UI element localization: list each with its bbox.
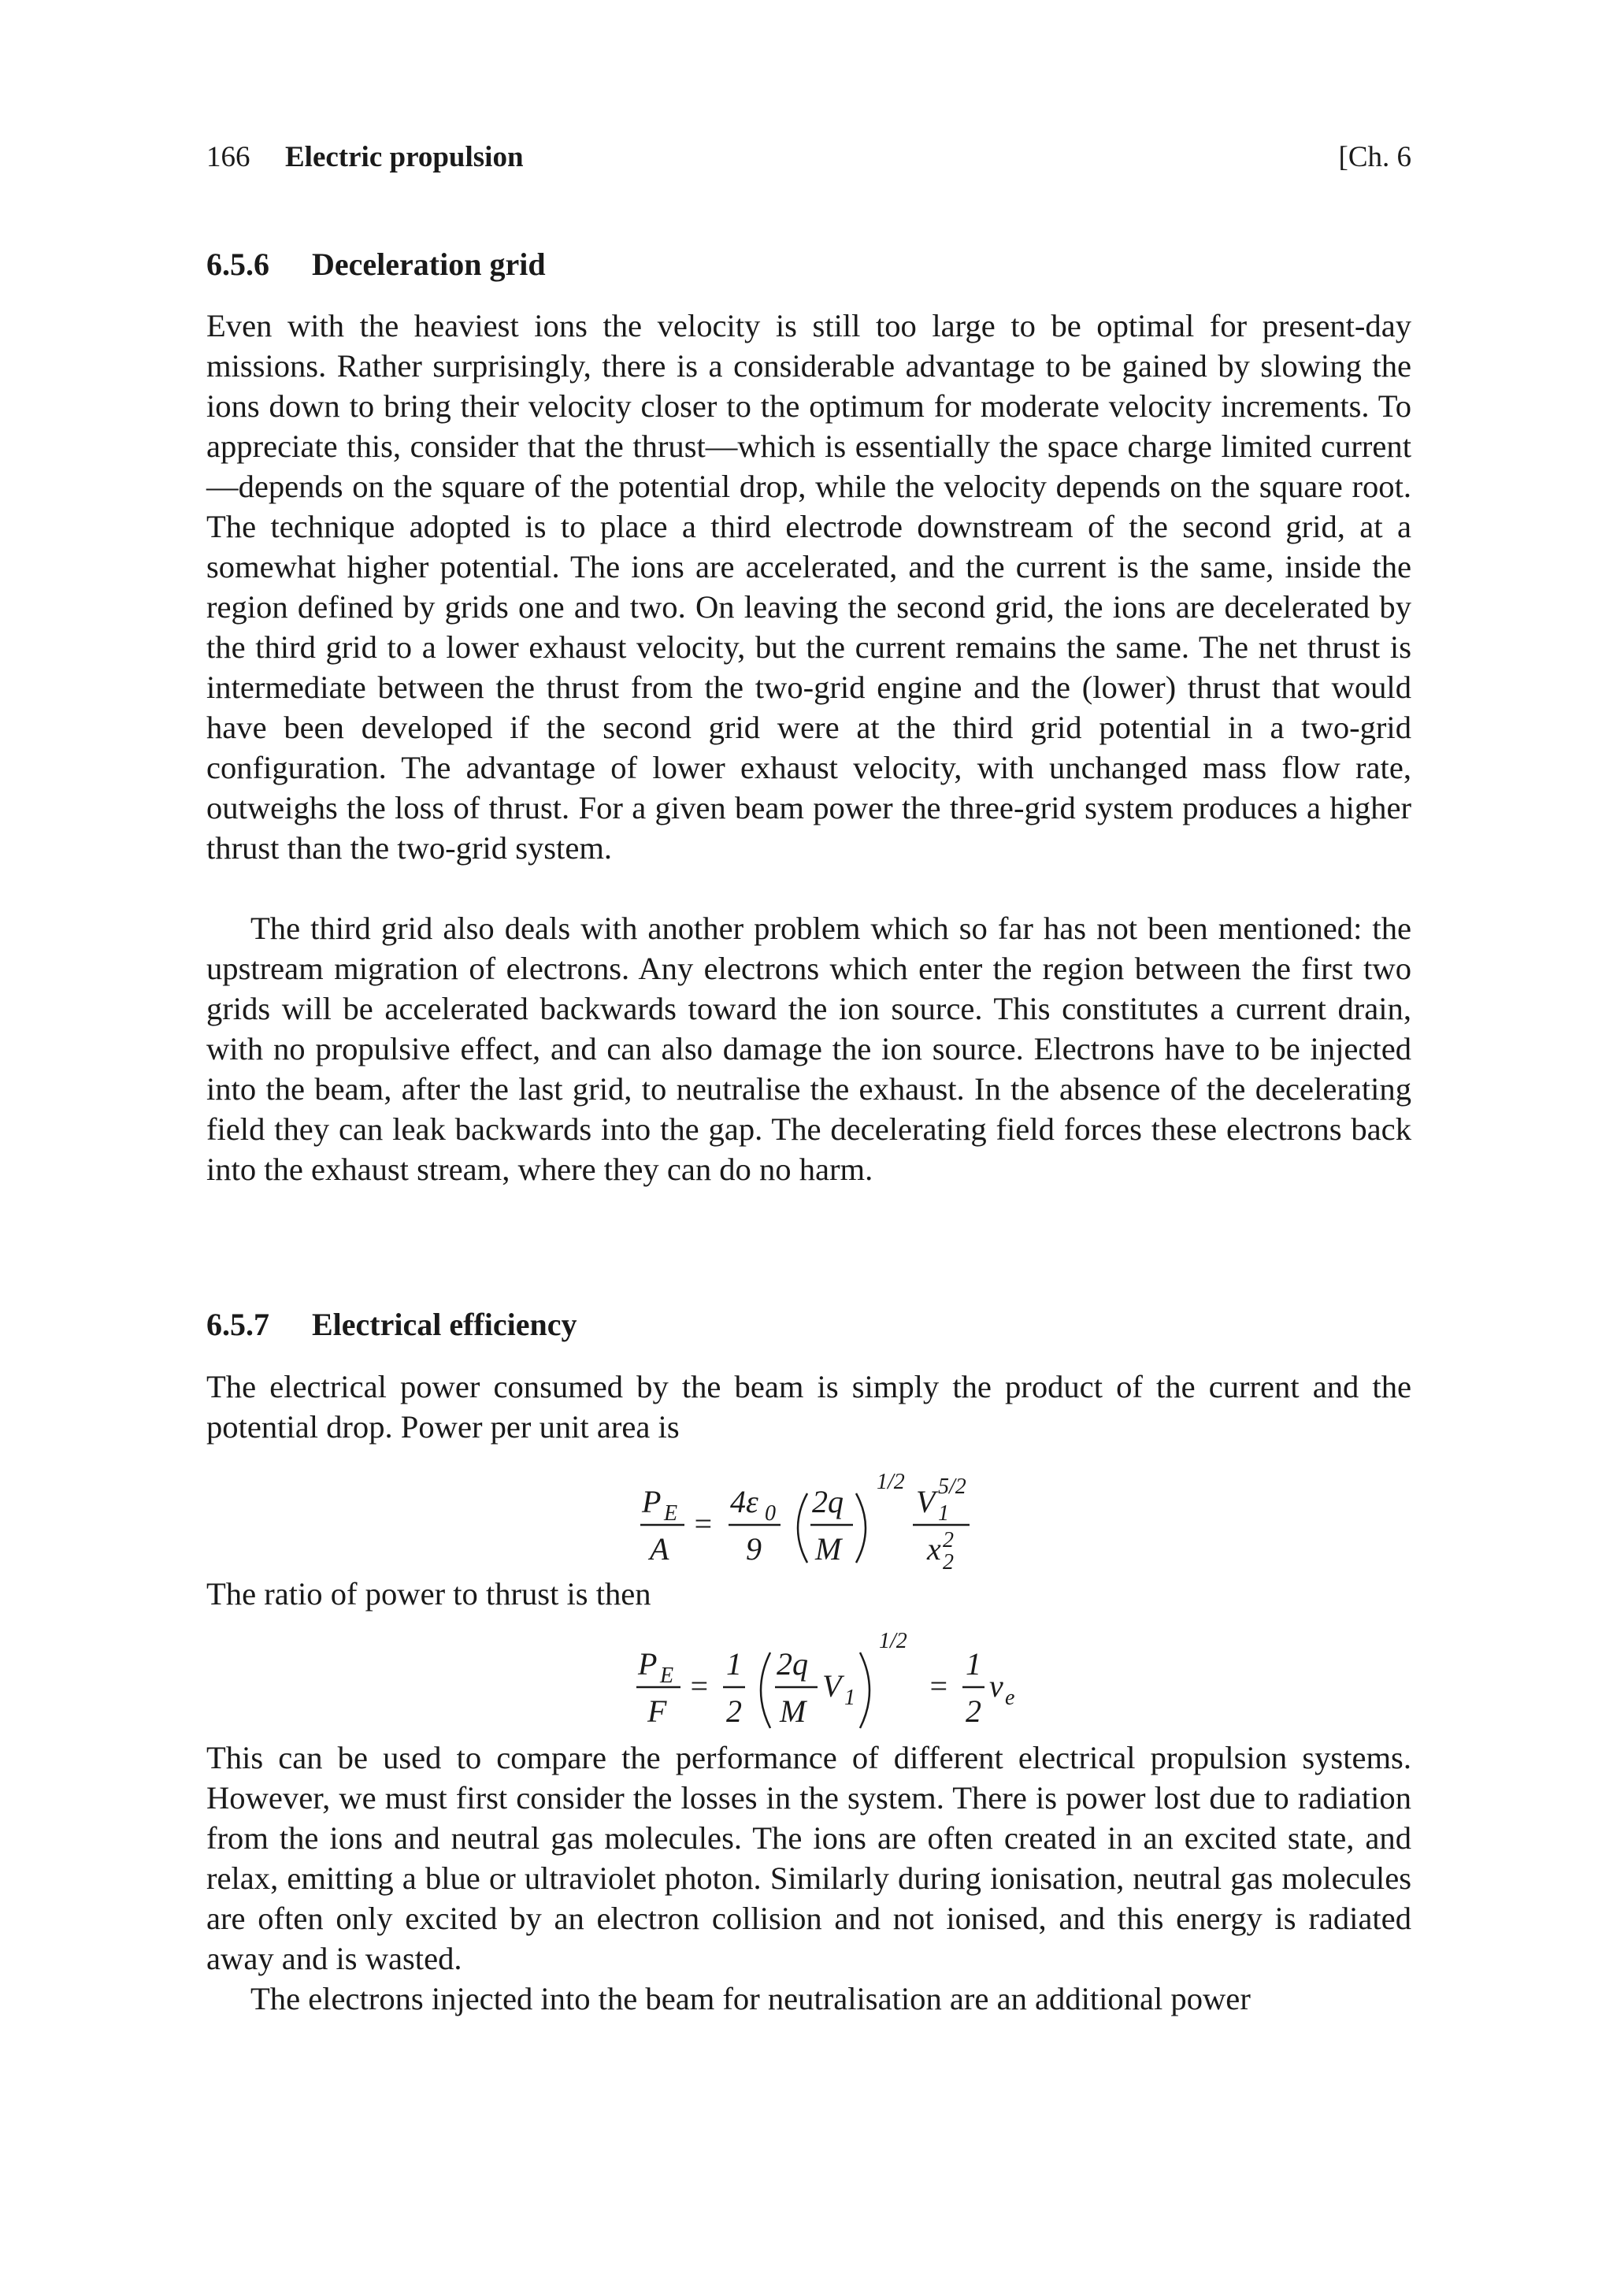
eq1-lhs-num: P (642, 1484, 662, 1519)
section-title: Electrical efficiency (312, 1307, 577, 1342)
eq2-equals: = (688, 1668, 710, 1704)
section-heading-6-5-6 (206, 246, 546, 283)
paragraph: This can be used to compare the performance of different electrical propulsion systems. However, we must first consider the losses in the system. There is power lost due to radiation from the ions and neutral gas molecules. The ions are often created in an excited state, and relax, emitting a blue or ultraviolet photon. Similarly during ionisation, neutral gas molecules are often only excited by an electron collision and not ionised, and this energy is radiated away and is wasted. (206, 1740, 1411, 1976)
section-number: 6.5.7 (206, 1307, 269, 1342)
eq2-lhs-num: P (638, 1646, 658, 1682)
eq1-exponent: 1/2 (877, 1470, 905, 1494)
eq1-v-num-sup: 5/2 (938, 1474, 966, 1499)
section-title: Deceleration grid (312, 247, 546, 282)
right-paren (856, 1493, 866, 1563)
paragraph: The third grid also deals with another problem which so far has not been mentioned: the upstream migration of electrons. Any electrons which enter the region between the first two grids will be accelerated backwards toward the ion source. This constitutes a current drain, with no propulsive effect, and can also damage the ion source. Electrons have to be injected into the beam, after the last grid, to neutralise the exhaust. In the absence of the decelerating field they can leak backwards into the gap. The decelerating field forces these electrons back into the exhaust stream, where they can do no harm. (206, 911, 1411, 1187)
eq2-half-num: 1 (726, 1646, 742, 1682)
paragraph: The electrical power consumed by the beam is simply the product of the current and the potential drop. Power per unit area is (206, 1369, 1411, 1445)
eq1-lhs-num-sub: E (664, 1501, 678, 1526)
left-paren (761, 1652, 770, 1728)
equation-power-to-thrust (616, 1621, 1025, 1739)
eq1-inner-num: 2q (812, 1484, 844, 1519)
eq1-coef-num: 4ε (730, 1484, 758, 1519)
book-page (206, 0, 1411, 2296)
chapter-label: [Ch. 6 (1338, 141, 1411, 173)
eq2-half-den: 2 (726, 1693, 742, 1729)
equation-power-per-area (620, 1463, 974, 1582)
eq1-v-num: V (916, 1484, 936, 1519)
eq1-v-den-sub: 2 (943, 1550, 954, 1575)
eq2-equals-2: = (928, 1668, 949, 1704)
eq1-coef-den: 9 (746, 1531, 762, 1567)
eq2-inner-den: M (780, 1693, 806, 1729)
eq2-inner-v-sub: 1 (844, 1686, 855, 1710)
eq2-lhs-den: F (647, 1693, 667, 1729)
eq1-v-num-sub: 1 (938, 1501, 949, 1526)
eq2-exponent: 1/2 (879, 1629, 907, 1653)
paragraph: The electrons injected into the beam for neutralisation are an additional power (250, 1981, 1251, 2016)
paragraph: Even with the heaviest ions the velocity is still too large to be optimal for present-day missions. Rather surprisingly, there is a considerable advantage to be gained by slowing the ions down to bring their velocity closer to the optimum for moderate velocity increments. To appreciate this, consider that the thrust—which is essentially the space charge limited current—depends on the square of the potential drop, while the velocity depends on the square root. The technique adopted is to place a third electrode downstream of the second grid, at a somewhat higher potential. The ions are accelerated, and the current is the same, inside the region defined by grids one and two. On leaving the second grid, the ions are decelerated by the third grid to a lower exhaust velocity, but the current remains the same. The net thrust is intermediate between the thrust from the two-grid engine and the (lower) thrust that would have been developed if the second grid were at the third grid potential in a two-grid configuration. The advantage of lower exhaust velocity, with unchanged mass flow rate, outweighs the loss of thrust. For a given beam power the three-grid system produces a higher thrust than the two-grid system. (206, 308, 1411, 866)
eq2-half2-den: 2 (966, 1693, 981, 1729)
page-number: 166 (206, 141, 250, 173)
eq2-rhs: v (989, 1668, 1003, 1704)
running-header (206, 140, 1411, 180)
eq2-half2-num: 1 (966, 1646, 981, 1682)
eq2-lhs-num-sub: E (660, 1664, 674, 1688)
eq2-rhs-sub: e (1005, 1686, 1015, 1710)
eq1-v-den: x (927, 1531, 941, 1567)
running-title: Electric propulsion (285, 141, 524, 173)
eq2-inner-num: 2q (777, 1646, 808, 1682)
eq1-coef-num-sub: 0 (765, 1501, 776, 1526)
eq1-inner-den: M (815, 1531, 842, 1567)
section-number: 6.5.6 (206, 247, 269, 282)
right-paren (860, 1652, 870, 1728)
eq1-lhs-den: A (650, 1531, 669, 1567)
text-line: The ratio of power to thrust is then (206, 1576, 651, 1612)
eq1-equals: = (692, 1506, 714, 1541)
left-paren (798, 1493, 807, 1563)
section-heading-6-5-7 (206, 1306, 577, 1343)
eq2-inner-v: V (822, 1668, 842, 1704)
eq1-v-den-sup: 2 (943, 1528, 954, 1552)
